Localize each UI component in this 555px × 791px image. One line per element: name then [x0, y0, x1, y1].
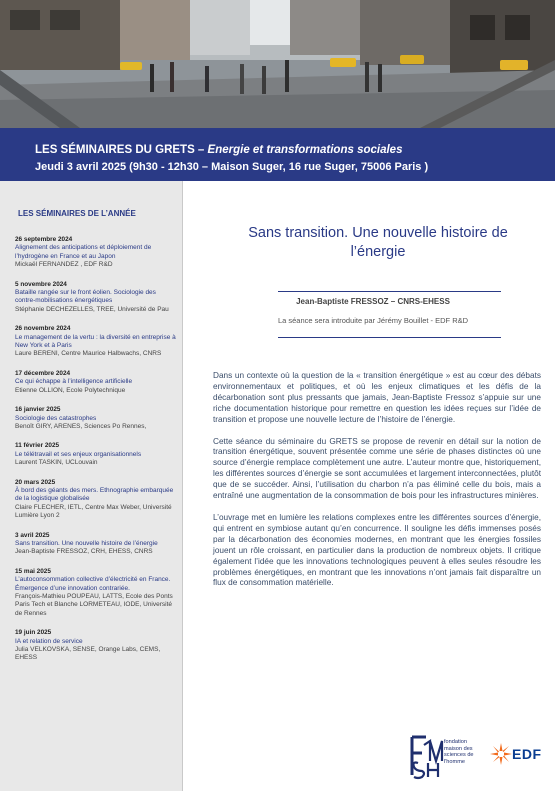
seminar-speakers: Stéphanie DECHEZELLES, TREE, Université de Pau: [15, 305, 169, 313]
seminar-date: 5 novembre 2024: [15, 280, 67, 288]
author-line: Jean-Baptiste FRESSOZ – CNRS-EHESS: [296, 297, 450, 306]
seminar-title: Alignement des anticipations et déploiement de l’hydrogène en France et au Japon: [15, 244, 152, 260]
divider-top: [278, 291, 501, 292]
seminar-main-title: Sans transition. Une nouvelle histoire de l’énergie: [248, 225, 508, 260]
seminar-title: Bataille rangée sur le front éolien. Sociologie des contre-mobilisations énergétiques: [15, 289, 156, 305]
seminar-date: 26 septembre 2024: [15, 236, 73, 243]
series-name: LES SÉMINAIRES DU GRETS –: [35, 144, 208, 156]
divider-bottom: [278, 337, 501, 338]
seminar-title: Sociologie des catastrophes: [15, 414, 97, 422]
seminar-date: 17 décembre 2024: [15, 369, 71, 377]
seminar-title: IA et relation de service: [15, 637, 83, 645]
seminar-list: [15, 236, 177, 674]
seminar-entry: [15, 406, 177, 431]
seminar-date: 16 janvier 2025: [15, 406, 61, 414]
seminar-date: 15 mai 2025: [15, 567, 51, 575]
seminar-title: Sans transition. Une nouvelle histoire de l’énergie: [15, 539, 158, 547]
seminar-date: 20 mars 2025: [15, 478, 56, 486]
seminar-entry: [15, 281, 177, 315]
seminar-title: Ce qui échappe à l’intelligence artificielle: [15, 378, 133, 386]
sidebar-title: LES SÉMINAIRES DE L’ANNÉE: [18, 209, 136, 218]
abstract-paragraph: L’ouvrage met en lumière les relations complexes entre les différentes sources d’énergie, qui entrent en symbiose autant qu’en concurrence. Il souligne les défis immenses posés par la décarbonation des économies modernes, en montrant que les énergies fossiles jouent un rôle croissant, en particulier dans la production de nombreux objets. Il critique également l’idée que les innovations technologiques peuvent à elles seules résoudre les problèmes énergétiques, en montrant que les innovations n’ont jamais fait disparaître un flux de consommation matérielle.: [213, 512, 541, 588]
seminar-date: 11 février 2025: [15, 442, 60, 450]
seminar-speakers: Benoît GIRY, ARENES, Sciences Po Rennes,: [15, 422, 147, 430]
edf-logo: [490, 741, 546, 767]
seminar-speakers: Etienne OLLION, Ecole Polytechnique: [15, 386, 126, 394]
partner-logos: [404, 731, 554, 781]
seminar-entry: [15, 236, 177, 270]
seminar-speakers: Julia VELKOVSKA, SENSE, Orange Labs, CEMS, EHESS: [15, 646, 161, 662]
main-content: [183, 181, 555, 791]
edf-sun-icon: [490, 743, 512, 765]
seminar-entry: [15, 370, 177, 395]
seminar-speakers: Claire FLECHER, IETL, Centre Max Weber, Université Lumière Lyon 2: [15, 503, 172, 520]
seminar-title: Le management de la vertu : la diversité en entreprise à New York et à Paris: [15, 333, 176, 350]
date-location: Jeudi 3 avril 2025 (9h30 - 12h30 – Maison Suger, 16 rue Suger, 75006 Paris ): [35, 161, 429, 173]
abstract-paragraph: Cette séance du séminaire du GRETS se propose de revenir en détail sur la notion de transition énergétique, souvent présentée comme une série de phases distinctes où une source d’énergie remplace complètement une autre. L’auteur montre que, historiquement, les différentes sources d’énergie se sont accumulées et largement interconnectées, plutôt que de se succéder. Ainsi, l’utilisation du charbon n’a pas éliminé celle du bois, mais a entraîné une augmentation de la consommation de bois pour les infrastructures minières.: [213, 436, 541, 501]
fmsh-logo-text: fondation maison des sciences de l'homme: [444, 739, 474, 765]
seminar-date: 19 juin 2025: [15, 629, 52, 637]
series-theme: Energie et transformations sociales: [207, 144, 403, 156]
seminar-entry: [15, 568, 177, 618]
seminar-title: À bord des géants des mers. Ethnographie embarquée de la logistique globalisée: [15, 486, 174, 503]
series-heading: [35, 144, 402, 156]
abstract-paragraph: Dans un contexte où la question de la « transition énergétique » est au cœur des débats environnementaux et politiques, et où les enjeux climatiques et les défis de la décarbonation sont plus pressants que jamais, Jean-Baptiste Fressoz s’appuie sur une riche documentation historique pour remettre en question les idées reçues sur l’idée de transition et propose une nouvelle lecture de l’histoire de l’énergie.: [213, 371, 541, 424]
seminar-entry: [15, 479, 177, 521]
abstract: [213, 371, 541, 600]
seminar-speakers: Laurent TASKIN, UCLouvain: [15, 459, 98, 467]
seminar-speakers: Jean-Baptiste FRESSOZ, CRH, EHESS, CNRS: [15, 548, 153, 556]
intro-line: La séance sera introduite par Jérémy Bouillet - EDF R&D: [277, 316, 469, 325]
hero-photo: [0, 0, 555, 128]
sidebar: [0, 181, 183, 791]
seminar-speakers: Mickaël FERNANDEZ , EDF R&D: [15, 261, 113, 269]
seminar-date: 26 novembre 2024: [15, 325, 71, 333]
seminar-speakers: Laure BERENI, Centre Maurice Halbwachs, CNRS: [15, 350, 162, 358]
seminar-title: Le télétravail et ses enjeux organisationnels: [15, 450, 142, 458]
header-banner: [0, 128, 555, 181]
seminar-entry: [15, 325, 177, 359]
seminar-entry: [15, 629, 177, 663]
seminar-entry: [15, 442, 177, 467]
edf-wordmark: EDF: [512, 746, 542, 762]
seminar-speakers: François-Mathieu POUPEAU, LATTS, Ecole des Ponts Paris Tech et Blanche LORMETEAU, IODE, Université de Rennes: [15, 593, 173, 617]
seminar-title: L’autoconsommation collective d’électricité en France. Émergence d’une innovation contrariée.: [15, 576, 171, 592]
seminar-date: 3 avril 2025: [15, 531, 50, 539]
seminar-entry: [15, 532, 177, 557]
